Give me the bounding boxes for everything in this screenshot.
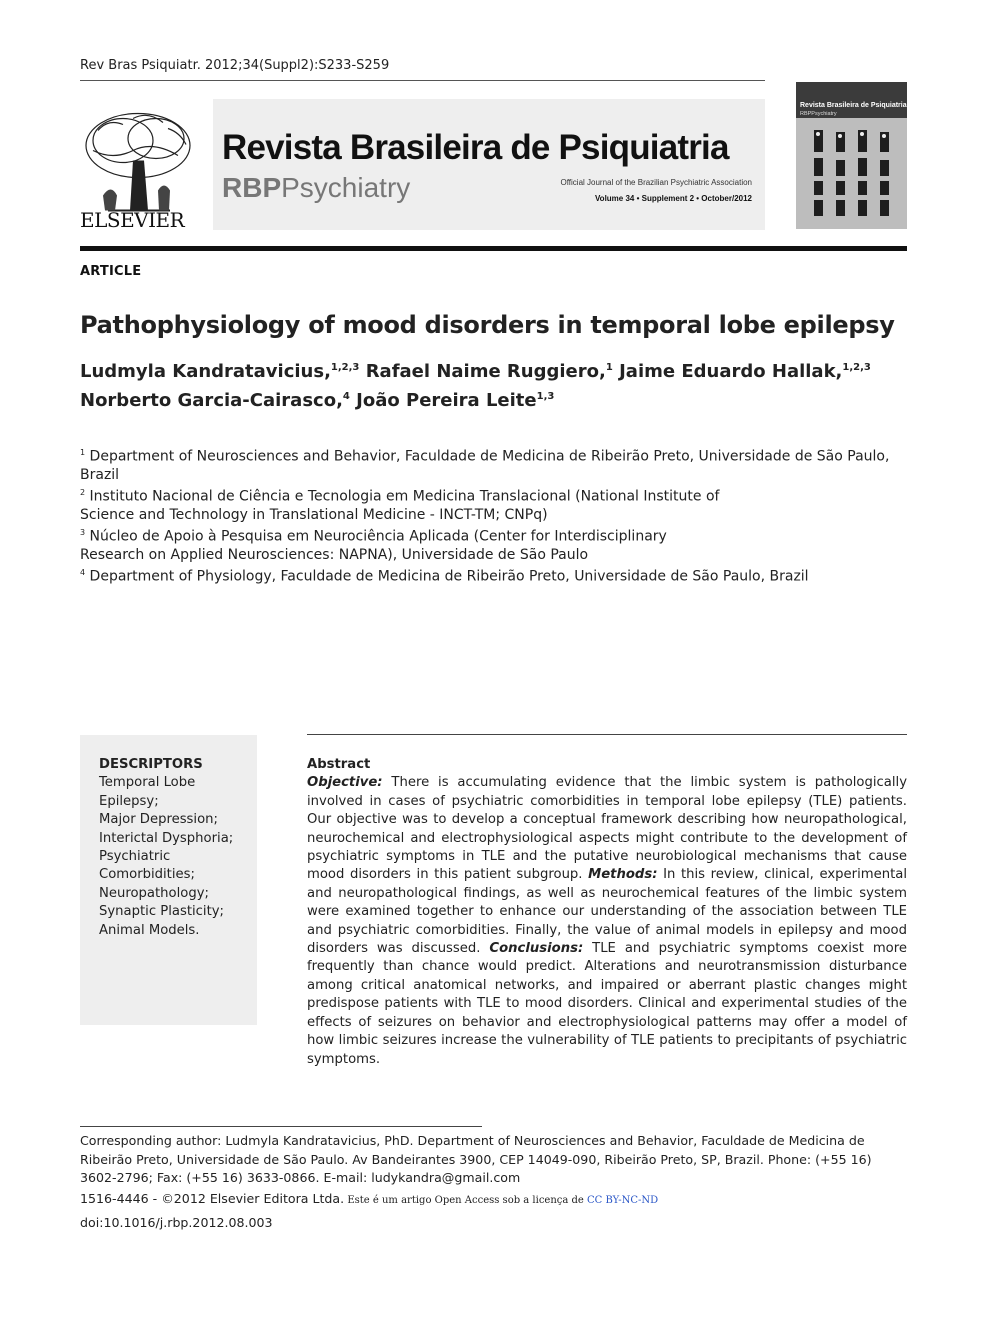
publisher-name: ELSEVIER [80,208,185,232]
volume-info: Volume 34 • Supplement 2 • October/2012 [594,194,752,203]
affiliation: $^1$ Department of Neurosciences and Behavior, Faculdade de Medicina de Ribeirão Preto, Universidade de São Paulo, Brazil [80,448,890,483]
abstract [307,756,907,1069]
cover-artwork [796,118,907,229]
descriptor-item: Temporal Lobe Epilepsy; [99,775,196,809]
article-title: Pathophysiology of mood disorders in temporal lobe epilepsy [80,311,895,339]
objective-label: Objective: [307,775,383,791]
footnote-rule [80,1126,482,1127]
descriptor-item: Synaptic Plasticity; [99,904,224,920]
affiliations [80,444,910,586]
abstract-body: Objective: There is accumulating evidence that the limbic system is pathologically involved in cases of psychiatric comorbidities in temporal lobe epilepsy (TLE) patients. Our objective was to develop a conceptual framework describing how neuropathological, neurochemical and electrophysiological aspects might contribute to the development of psychiatric symptoms in TLE and the putative neurobiological mechanisms that cause mood disorders in this patient subgroup. Methods: In this review, clinical, experimental and neuropathological findings, as well as neurochemical features of the limbic system were examined together to enhance our understanding of the association between TLE and psychiatric comorbidities. Finally, the value of animal models in epilepsy and mood disorders was discussed. Conclusions: TLE and psychiatric symptoms coexist more frequently than chance would predict. Alterations and neurotransmission disturbance among critical anatomical networks, and impaired or aberrant plastic changes might predispose patients with TLE to mood disorders. Clinical and experimental studies of the effects of seizures on behavior and electrophysiological patterns may offer a model of how limbic seizures increase the vulnerability of TLE patients to precipitants of psychiatric symptoms. [307,775,907,1067]
doi: doi:10.1016/j.rbp.2012.08.003 [80,1215,273,1230]
cover-title: Revista Brasileira de Psiquiatria [800,102,907,109]
journal-citation: Rev Bras Psiquiatr. 2012;34(Suppl2):S233-S259 [80,58,390,73]
conclusions-label: Conclusions: [489,941,584,957]
copyright-line: 1516-4446 - ©2012 Elsevier Editora Ltda. Este é um artigo Open Access sob a licença de CC BY-NC-ND [80,1191,659,1206]
corresponding-author: Corresponding author: Ludmyla Kandratavicius, PhD. Department of Neurosciences and Behavior, Faculdade de Medicina de Ribeirão Preto, Universidade de São Paulo. Av Bandeirantes 3900, CEP 14049-090, Ribeirão Preto, SP, Brazil. Phone: (+55 16) 3602-2796; Fax: (+55 16) 3633-0866. E-mail: ludykandra@gmail.com [80,1133,872,1186]
methods-label: Methods: [588,867,658,883]
descriptor-item: Animal Models. [99,922,200,938]
affiliation: $^4$ Department of Physiology, Faculdade de Medicina de Ribeirão Preto, Universidade de São Paulo, Brazil [80,568,809,585]
author: João Pereira Leite$^{1,3}$ [356,390,555,411]
descriptor-item: Major Depression; [99,812,218,828]
section-label: ARTICLE [80,264,142,279]
descriptors-heading: DESCRIPTORS [99,757,203,772]
cover-subtitle: RBPPsychiatry [800,111,837,117]
descriptors [99,756,257,940]
author: Rafael Naime Ruggiero,$^1$ [365,361,613,382]
author: Ludmyla Kandratavicius,$^{1,2,3}$ [80,361,360,382]
descriptor-item: Interictal Dysphoria; [99,830,234,846]
official-journal-note: Official Journal of the Brazilian Psychiatric Association [560,178,752,187]
descriptor-item: Neuropathology; [99,885,209,901]
license-link[interactable]: CC BY-NC-ND [587,1195,659,1206]
rbp-psychiatry-logo: RBPPsychiatry [222,172,411,203]
header-rule [80,246,907,251]
author: Jaime Eduardo Hallak,$^{1,2,3}$ [619,361,871,382]
author: Norberto Garcia-Cairasco,$^4$ [80,390,350,411]
citation-rule [80,80,765,81]
descriptor-item: Psychiatric [99,849,171,865]
abstract-rule [307,734,907,735]
affiliation: $^2$ Instituto Nacional de Ciência e Tecnologia em Medicina Translacional (National Institute of Science and Technology in Translational Medicine - INCT-TM; CNPq) [80,488,720,523]
author-list [80,355,880,413]
journal-title: Revista Brasileira de Psiquiatria [222,128,729,167]
abstract-heading: Abstract [307,757,371,772]
descriptor-item: Comorbidities; [99,867,195,883]
affiliation: $^3$ Núcleo de Apoio à Pesquisa em Neurociência Aplicada (Center for Interdisciplinary Research on Applied Neurosciences: NAPNA), Universidade de São Paulo [80,528,667,563]
